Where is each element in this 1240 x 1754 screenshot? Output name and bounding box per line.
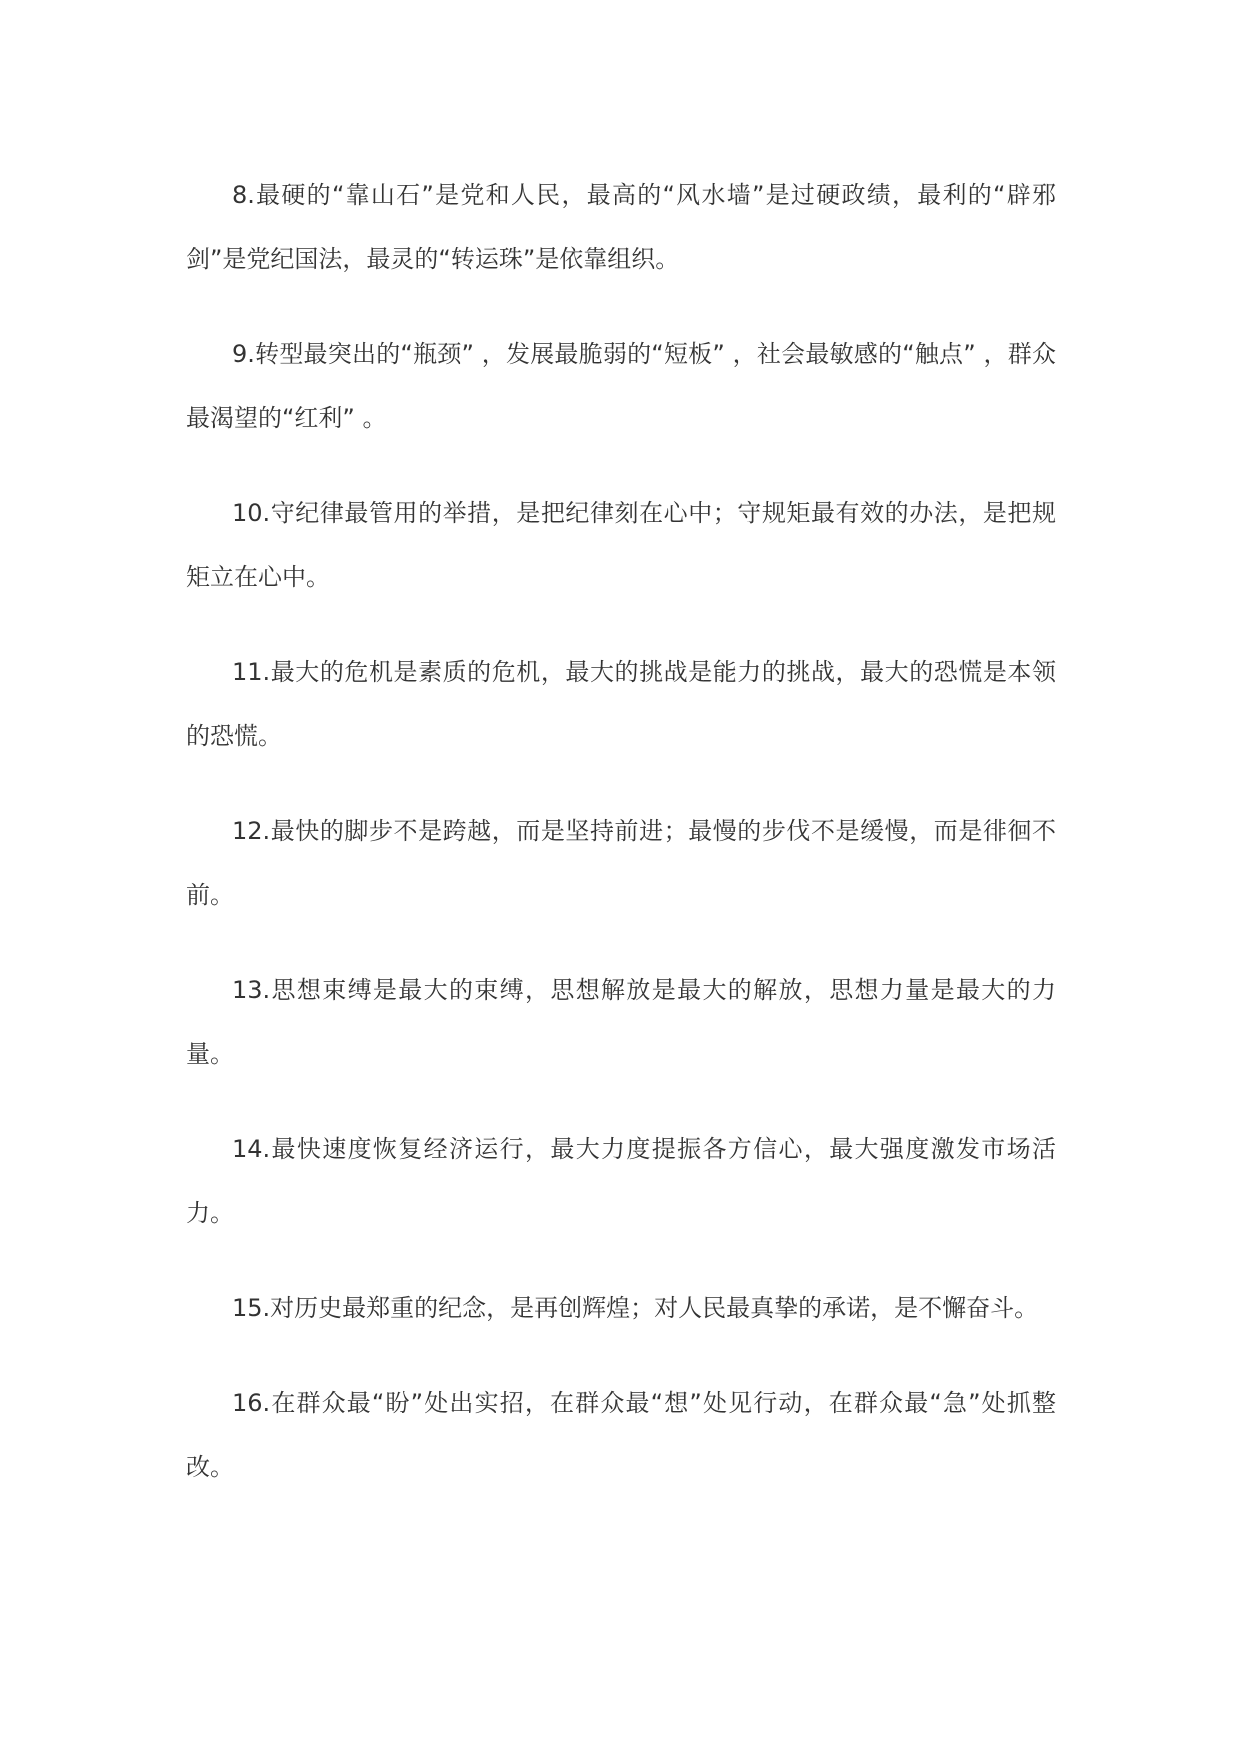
paragraph-16: 16.在群众最“盼”处出实招，在群众最“想”处见行动，在群众最“急”处抓整改。 xyxy=(186,1389,1056,1481)
paragraph-8: 8.最硬的“靠山石”是党和人民，最高的“风水墙”是过硬政绩，最利的“辟邪剑”是党纪国法，最灵的“转运珠”是依靠组织。 xyxy=(186,181,1056,273)
paragraph-12: 12.最快的脚步不是跨越，而是坚持前进；最慢的步伐不是缓慢，而是徘徊不前。 xyxy=(186,817,1056,909)
paragraph-10: 10.守纪律最管用的举措，是把纪律刻在心中；守规矩最有效的办法，是把规矩立在心中。 xyxy=(186,499,1056,591)
paragraph-15: 15.对历史最郑重的纪念，是再创辉煌；对人民最真挚的承诺，是不懈奋斗。 xyxy=(232,1294,1039,1322)
paragraph-9: 9.转型最突出的“瓶颈” ，发展最脆弱的“短板” ，社会最敏感的“触点” ，群众最渴望的“红利” 。 xyxy=(186,340,1056,432)
paragraph-11: 11.最大的危机是素质的危机，最大的挑战是能力的挑战，最大的恐慌是本领的恐慌。 xyxy=(186,658,1056,750)
paragraph-13: 13.思想束缚是最大的束缚，思想解放是最大的解放，思想力量是最大的力量。 xyxy=(186,976,1056,1068)
paragraph-14: 14.最快速度恢复经济运行，最大力度提振各方信心，最大强度激发市场活力。 xyxy=(186,1135,1056,1227)
